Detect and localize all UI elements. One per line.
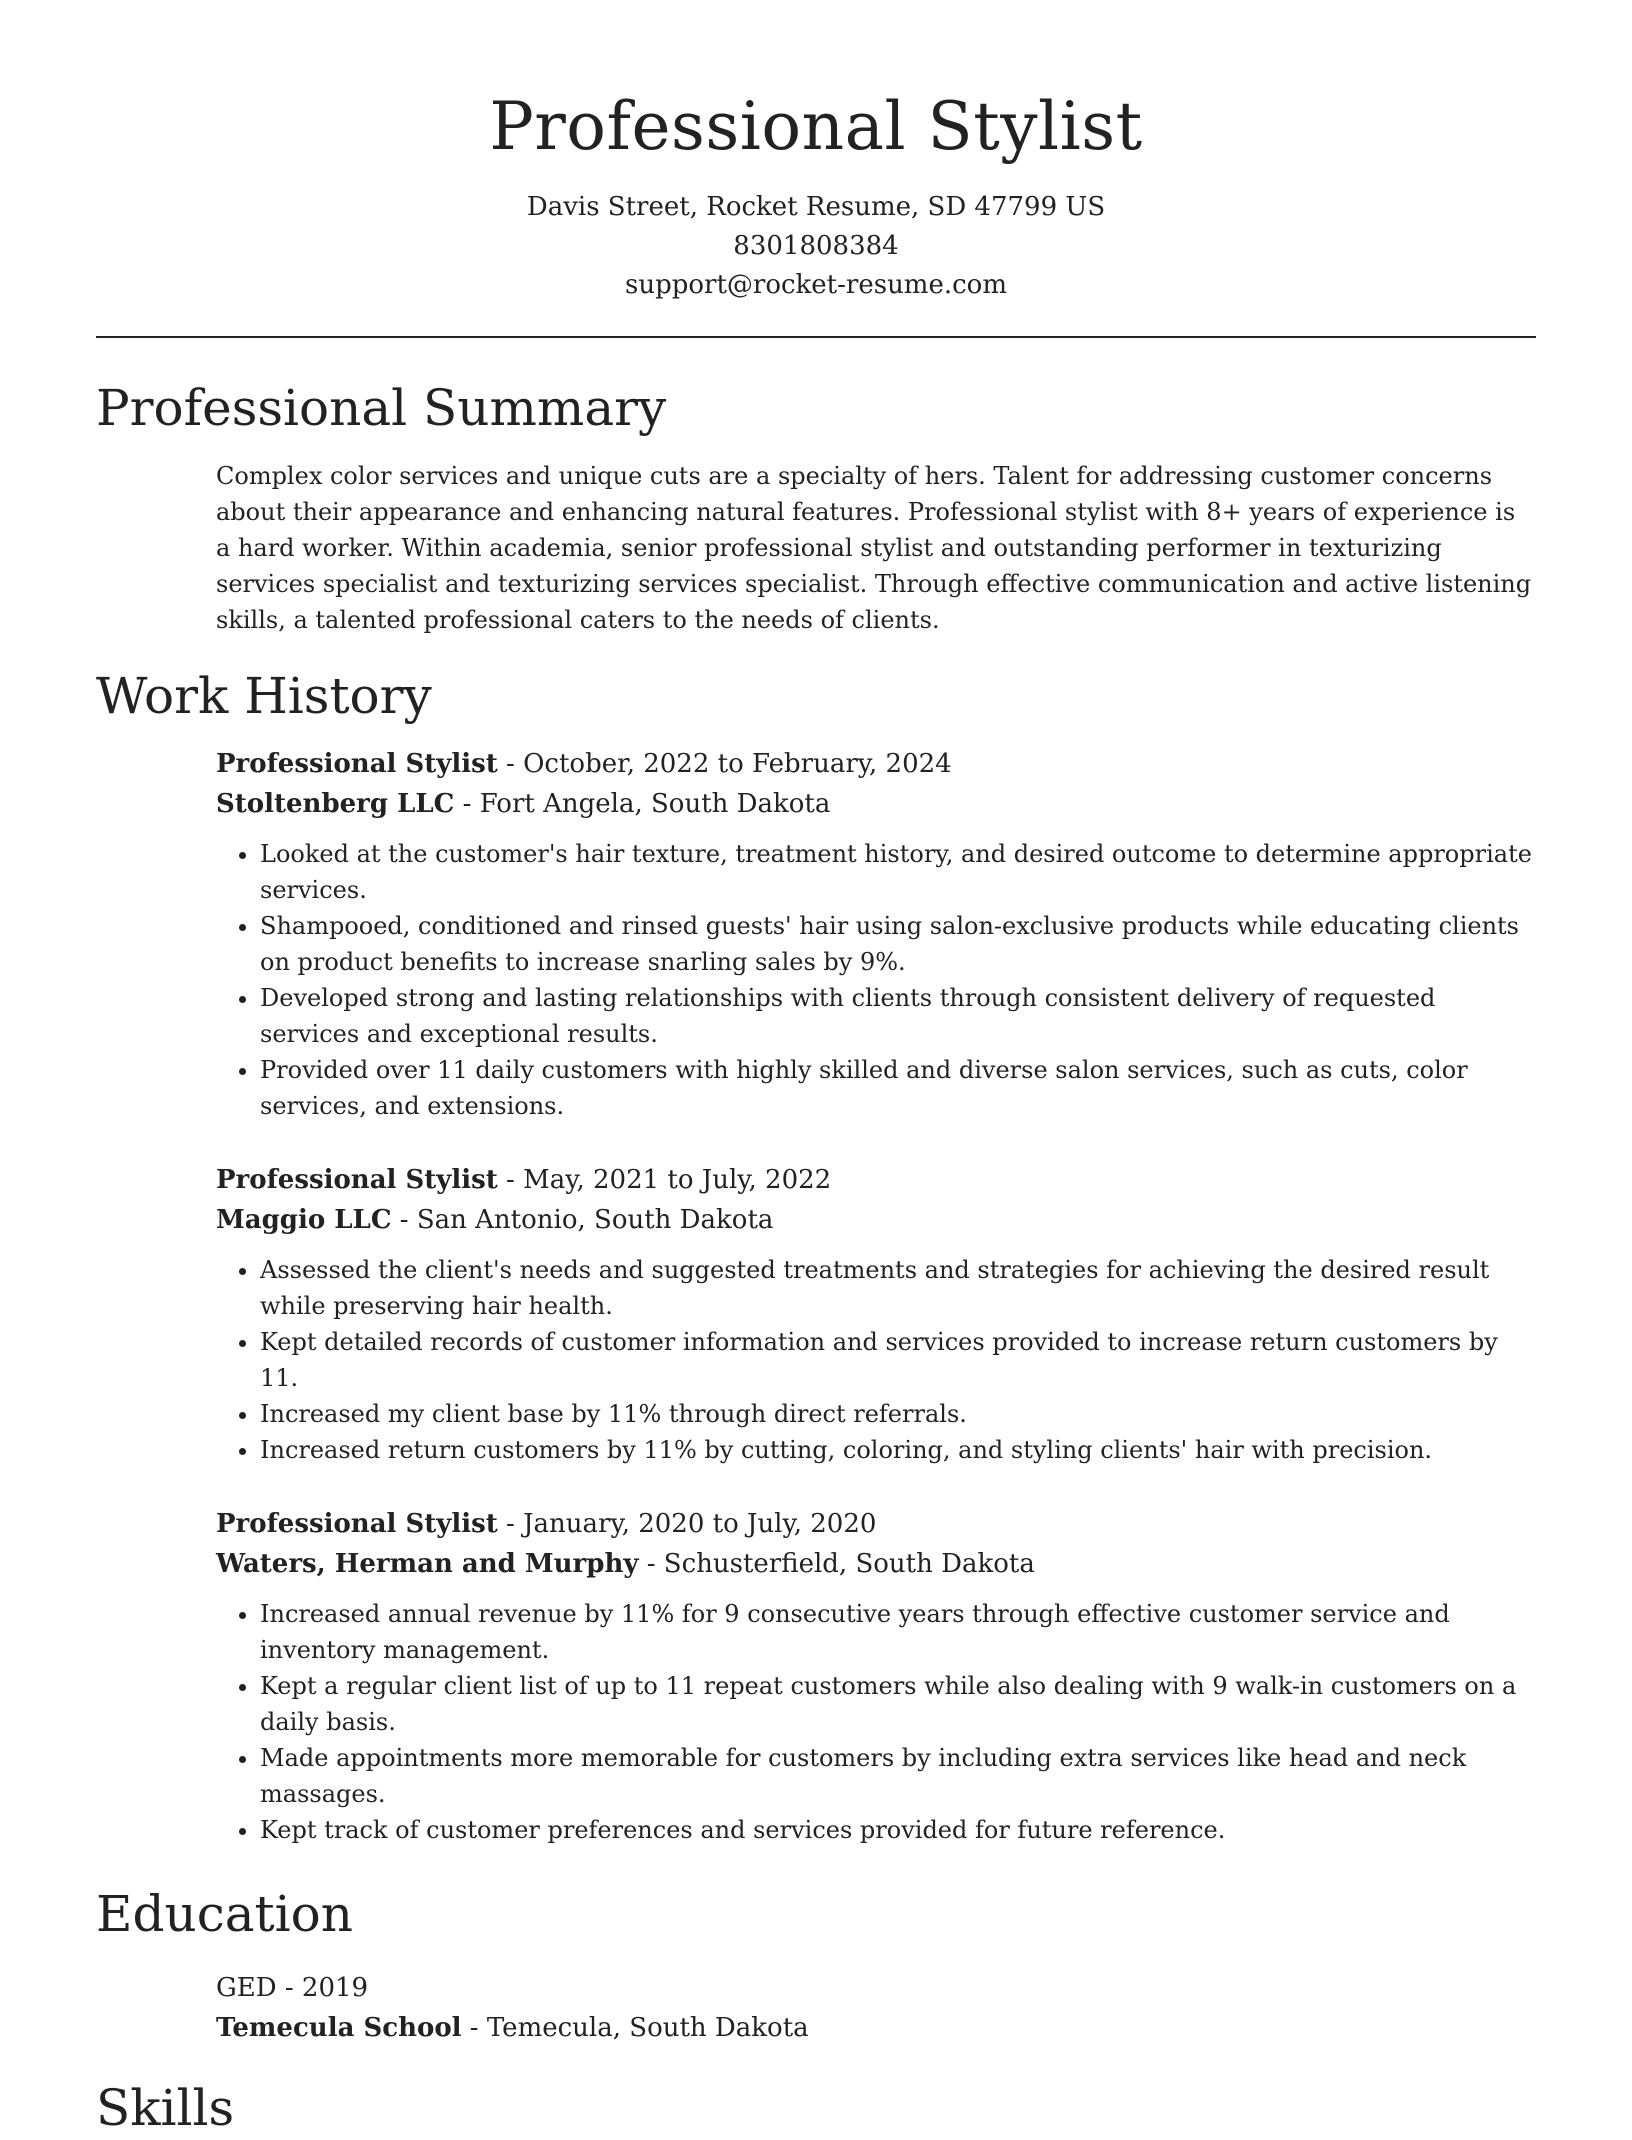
- job-company-line: [216, 1200, 1536, 1240]
- contact-address: Davis Street, Rocket Resume, SD 47799 US: [526, 192, 1106, 222]
- list-item: • Kept detailed records of customer information and services provided to increase return customers by 11.: [260, 1324, 1536, 1396]
- list-item: • Looked at the customer's hair texture, treatment history, and desired outcome to determine appropriate services.: [260, 836, 1536, 908]
- list-item: • Increased annual revenue by 11% for 9 consecutive years through effective customer service and inventory management.: [260, 1596, 1536, 1668]
- job-entry: [216, 1160, 1536, 1468]
- job-company-line: [216, 1544, 1536, 1584]
- job-bullets: [216, 836, 1536, 1124]
- job-location: - Fort Angela, South Dakota: [454, 789, 831, 819]
- list-item: • Increased return customers by 11% by cutting, coloring, and styling clients' hair with precision.: [260, 1432, 1536, 1468]
- skills-heading: Skills: [96, 2079, 235, 2137]
- education-location: - Temecula, South Dakota: [461, 2013, 809, 2043]
- list-item: • Assessed the client's needs and suggested treatments and strategies for achieving the desired result while preserving hair health.: [260, 1252, 1536, 1324]
- summary-text: Complex color services and unique cuts are a specialty of hers. Talent for addressing customer concerns about their appearance and enhancing natural features. Professional stylist with 8+ years of experience is a hard worker. Within academia, senior professional stylist and outstanding performer in texturizing services specialist and texturizing services specialist. Through effective communication and active listening skills, a talented professional caters to the needs of clients.: [216, 462, 1532, 634]
- list-item: • Kept track of customer preferences and services provided for future reference.: [260, 1812, 1536, 1848]
- job-title-line: [216, 744, 1536, 784]
- job-role: Professional Stylist: [216, 749, 498, 779]
- list-item: • Made appointments more memorable for customers by including extra services like head and neck massages.: [260, 1740, 1536, 1812]
- resume-header: [96, 0, 1536, 305]
- job-dates: - May, 2021 to July, 2022: [497, 1165, 832, 1195]
- list-item: • Kept a regular client list of up to 11 repeat customers while also dealing with 9 walk-in customers on a daily basis.: [260, 1668, 1536, 1740]
- job-entry: [216, 744, 1536, 1124]
- header-divider: [96, 336, 1536, 338]
- job-company: Maggio LLC: [216, 1205, 392, 1235]
- job-location: - Schusterfield, South Dakota: [638, 1549, 1035, 1579]
- list-item: • Shampooed, conditioned and rinsed guests' hair using salon-exclusive products while educating clients on product benefits to increase snarling sales by 9%.: [260, 908, 1536, 980]
- education-degree-line: [216, 1968, 1536, 2008]
- education-degree: GED: [216, 1973, 277, 2003]
- job-location: - San Antonio, South Dakota: [391, 1205, 774, 1235]
- education-year: - 2019: [276, 1973, 369, 2003]
- job-entry: [216, 1504, 1536, 1848]
- job-title-line: [216, 1160, 1536, 1200]
- contact-email: support@rocket-resume.com: [624, 270, 1007, 300]
- job-title-line: [216, 1504, 1536, 1544]
- job-role: Professional Stylist: [216, 1165, 498, 1195]
- job-company: Stoltenberg LLC: [216, 789, 455, 819]
- work-history-heading: Work History: [96, 667, 432, 725]
- education-school-line: [216, 2008, 1536, 2048]
- resume-page: [96, 0, 1536, 2140]
- job-company-line: [216, 784, 1536, 824]
- list-item: • Increased my client base by 11% through direct referrals.: [260, 1396, 1536, 1432]
- job-dates: - October, 2022 to February, 2024: [497, 749, 952, 779]
- candidate-name: Professional Stylist: [489, 88, 1143, 165]
- job-role: Professional Stylist: [216, 1509, 498, 1539]
- education-entry: [216, 1968, 1536, 2048]
- job-bullets: [216, 1596, 1536, 1848]
- list-item: • Provided over 11 daily customers with highly skilled and diverse salon services, such as cuts, color services, and extensions.: [260, 1052, 1536, 1124]
- education-heading: Education: [96, 1885, 353, 1943]
- contact-info: [96, 188, 1536, 305]
- job-dates: - January, 2020 to July, 2020: [497, 1509, 877, 1539]
- job-company: Waters, Herman and Murphy: [216, 1549, 639, 1579]
- job-bullets: [216, 1252, 1536, 1468]
- contact-phone: 8301808384: [733, 231, 899, 261]
- summary-heading: Professional Summary: [96, 379, 667, 437]
- education-school: Temecula School: [216, 2013, 462, 2043]
- list-item: • Developed strong and lasting relationships with clients through consistent delivery of requested services and exceptional results.: [260, 980, 1536, 1052]
